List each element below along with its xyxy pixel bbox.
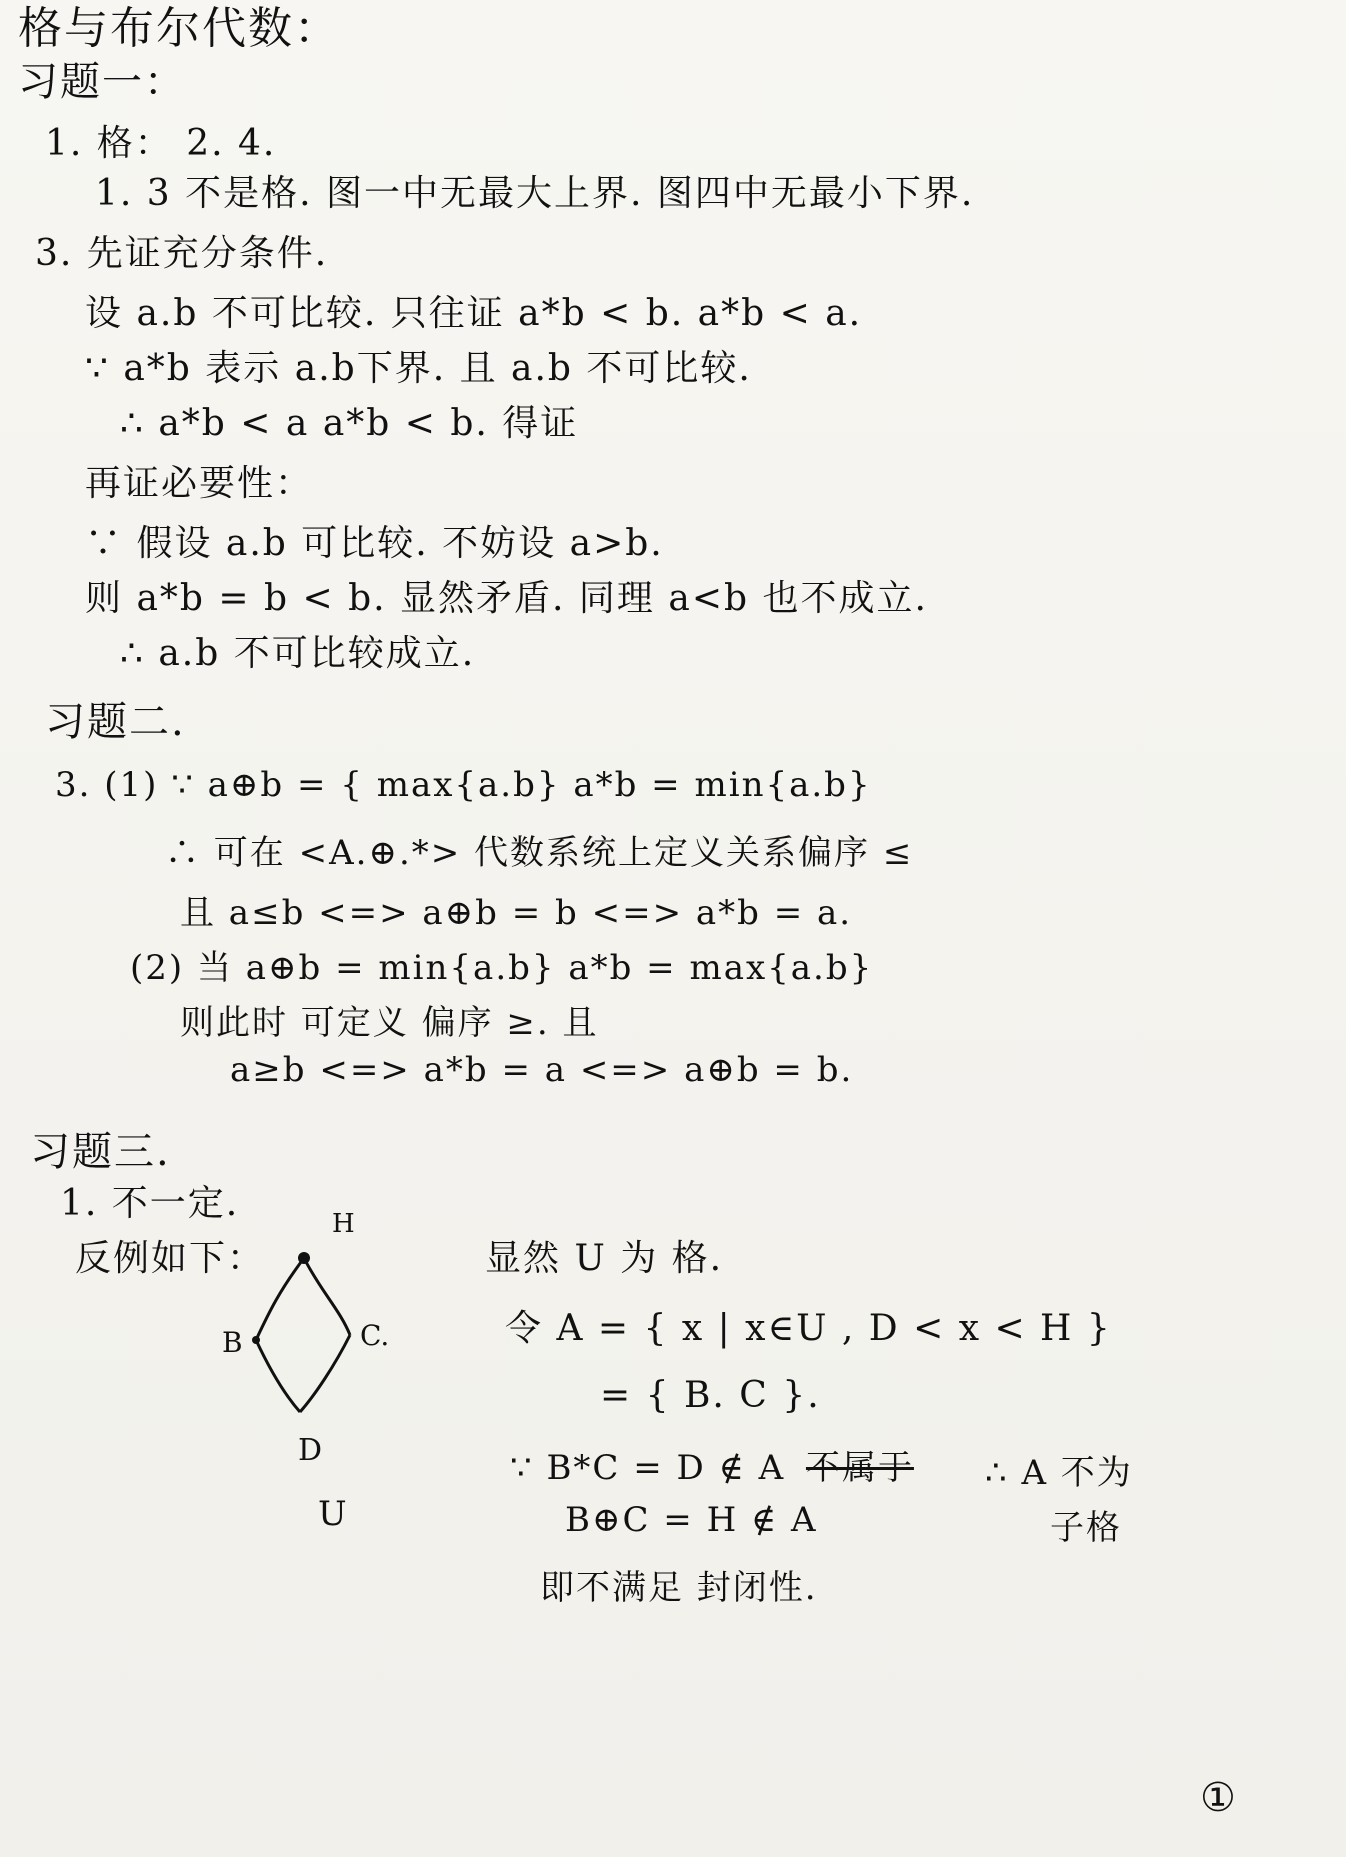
section-heading-1: 习题一： [18,59,186,105]
text-line: ∴ 可在 <A.⊕.*> 代数系统上定义关系偏序 ≤ [165,833,914,873]
text-line: 则 a*b = b < b. 显然矛盾. 同理 a<b 也不成立. [85,578,928,619]
text-line: 子格 [1050,1508,1122,1548]
hasse-diagram [200,1200,400,1530]
text-line: a≥b <=> a*b = a <=> a⊕b = b. [230,1050,854,1090]
text-line: = { B. C }. [600,1375,821,1416]
node-label-b: B [222,1326,243,1359]
text-line: 3. 先证充分条件. [35,233,329,274]
text-line: ∴ a.b 不可比较成立. [120,633,476,674]
node-h [298,1252,310,1264]
text-line: 即不满足 封闭性. [540,1568,818,1608]
page-number: ① [1200,1775,1238,1821]
text-line: 再证必要性： [85,463,314,504]
section-heading-3: 习题三. [30,1129,171,1175]
text-line: 令 A = { x | x∈U , D < x < H } [505,1308,1112,1349]
edge-h-c [304,1258,350,1335]
node-label-h: H [332,1209,355,1239]
edge-h-b [256,1258,304,1340]
node-b [252,1336,260,1344]
text-line: 1. 格： 2. 4. [45,123,277,164]
edge-b-d [256,1340,300,1412]
text-line: 则此时 可定义 偏序 ≥. 且 [180,1003,599,1043]
text-line: 显然 U 为 格. [485,1238,724,1279]
text-line: B⊕C = H ∉ A [565,1500,818,1540]
text-line: (2) 当 a⊕b = min{a.b} a*b = max{a.b} [130,948,874,988]
text-line: ∴ A 不为 [985,1453,1133,1493]
text-line [510,1440,914,1489]
text-span: ∵ B*C = D ∉ A [510,1448,786,1488]
page-title: 格与布尔代数： [18,3,340,54]
text-line: ∴ a*b < a a*b < b. 得证 [120,403,579,444]
text-line: ∵ 假设 a.b 可比较. 不妨设 a>b. [85,523,664,564]
node-label-c: C. [360,1319,390,1352]
text-line: ∵ a*b 表示 a.b下界. 且 a.b 不可比较. [85,348,752,389]
text-line: 且 a≤b <=> a⊕b = b <=> a*b = a. [180,893,853,933]
text-line: 1. 不一定. [60,1183,240,1224]
text-line: 反例如下： [75,1238,266,1279]
struck-text: 不属于 [805,1448,914,1488]
node-label-d: D [298,1433,323,1468]
edge-c-d [300,1335,350,1412]
section-heading-2: 习题二. [45,699,186,745]
text-line: 设 a.b 不可比较. 只往证 a*b < b. a*b < a. [85,293,863,334]
set-label-u: U [318,1494,347,1530]
text-line: 1. 3 不是格. 图一中无最大上界. 图四中无最小下界. [95,173,975,214]
text-line: 3. (1) ∵ a⊕b = { max{a.b} a*b = min{a.b} [55,765,872,805]
